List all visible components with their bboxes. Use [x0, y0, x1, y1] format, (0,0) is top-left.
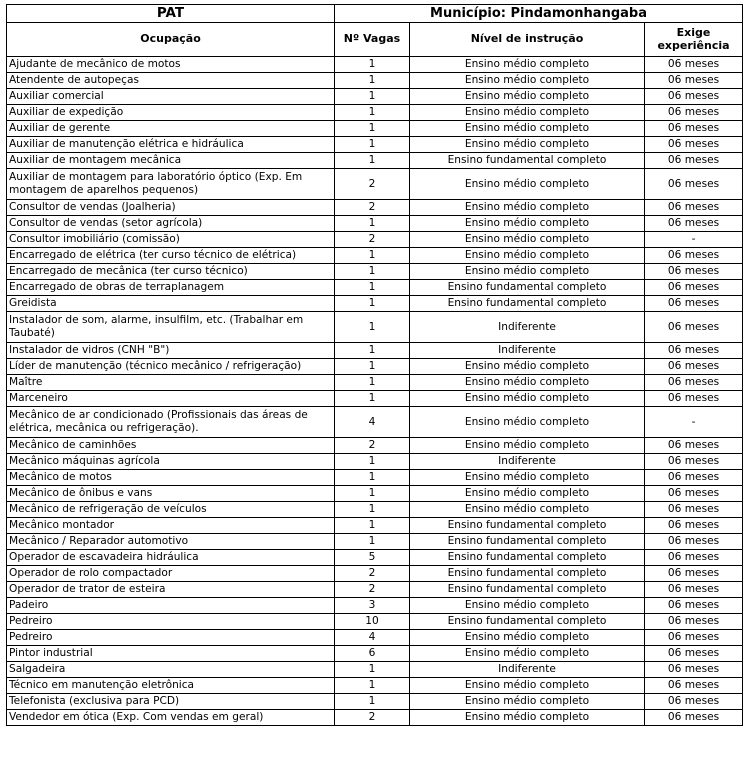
cell-vagas: 1 [335, 486, 410, 502]
cell-nivel: Ensino médio completo [410, 216, 645, 232]
table-row [7, 407, 743, 438]
cell-vagas: 1 [335, 264, 410, 280]
header-ocupacao: Ocupação [7, 23, 335, 57]
cell-experiencia: 06 meses [645, 216, 743, 232]
cell-ocupacao: Auxiliar de expedição [7, 105, 335, 121]
cell-ocupacao: Encarregado de elétrica (ter curso técnico de elétrica) [7, 248, 335, 264]
cell-vagas: 6 [335, 646, 410, 662]
table-row [7, 216, 743, 232]
cell-ocupacao: Auxiliar de gerente [7, 121, 335, 137]
cell-vagas: 10 [335, 614, 410, 630]
table-row [7, 169, 743, 200]
cell-nivel: Ensino médio completo [410, 598, 645, 614]
cell-vagas: 1 [335, 248, 410, 264]
cell-vagas: 1 [335, 454, 410, 470]
municipio-title: Município: Pindamonhangaba [335, 5, 743, 23]
cell-vagas: 1 [335, 89, 410, 105]
cell-vagas: 1 [335, 73, 410, 89]
cell-experiencia: 06 meses [645, 470, 743, 486]
cell-nivel: Ensino médio completo [410, 264, 645, 280]
cell-ocupacao: Instalador de som, alarme, insulfilm, etc. (Trabalhar em Taubaté) [7, 312, 335, 343]
vacancies-table [6, 4, 743, 726]
table-row [7, 200, 743, 216]
cell-experiencia: - [645, 232, 743, 248]
cell-ocupacao: Encarregado de obras de terraplanagem [7, 280, 335, 296]
table-row [7, 662, 743, 678]
cell-ocupacao: Auxiliar de manutenção elétrica e hidráulica [7, 137, 335, 153]
cell-nivel: Ensino fundamental completo [410, 280, 645, 296]
cell-vagas: 1 [335, 216, 410, 232]
table-row [7, 566, 743, 582]
cell-nivel: Ensino fundamental completo [410, 518, 645, 534]
cell-experiencia: 06 meses [645, 105, 743, 121]
table-row [7, 646, 743, 662]
cell-experiencia: 06 meses [645, 678, 743, 694]
table-row [7, 598, 743, 614]
table-row [7, 121, 743, 137]
cell-vagas: 1 [335, 343, 410, 359]
header-vagas: Nº Vagas [335, 23, 410, 57]
cell-experiencia: 06 meses [645, 598, 743, 614]
cell-vagas: 3 [335, 598, 410, 614]
table-row [7, 438, 743, 454]
cell-ocupacao: Telefonista (exclusiva para PCD) [7, 694, 335, 710]
table-row [7, 264, 743, 280]
cell-experiencia: 06 meses [645, 694, 743, 710]
cell-ocupacao: Operador de rolo compactador [7, 566, 335, 582]
cell-experiencia: - [645, 407, 743, 438]
cell-experiencia: 06 meses [645, 312, 743, 343]
table-row [7, 678, 743, 694]
table-row [7, 375, 743, 391]
cell-experiencia: 06 meses [645, 614, 743, 630]
cell-nivel: Ensino fundamental completo [410, 153, 645, 169]
cell-ocupacao: Marceneiro [7, 391, 335, 407]
cell-ocupacao: Atendente de autopeças [7, 73, 335, 89]
table-row [7, 518, 743, 534]
cell-experiencia: 06 meses [645, 137, 743, 153]
cell-experiencia: 06 meses [645, 566, 743, 582]
cell-vagas: 2 [335, 169, 410, 200]
cell-ocupacao: Mecânico de refrigeração de veículos [7, 502, 335, 518]
cell-nivel: Ensino fundamental completo [410, 582, 645, 598]
cell-experiencia: 06 meses [645, 662, 743, 678]
cell-ocupacao: Mecânico montador [7, 518, 335, 534]
cell-vagas: 4 [335, 630, 410, 646]
table-row [7, 486, 743, 502]
cell-vagas: 1 [335, 518, 410, 534]
table-row [7, 614, 743, 630]
cell-experiencia: 06 meses [645, 296, 743, 312]
cell-experiencia: 06 meses [645, 710, 743, 726]
cell-experiencia: 06 meses [645, 200, 743, 216]
table-row [7, 391, 743, 407]
cell-ocupacao: Vendedor em ótica (Exp. Com vendas em geral) [7, 710, 335, 726]
table-row [7, 312, 743, 343]
table-body [7, 57, 743, 726]
table-row [7, 694, 743, 710]
cell-vagas: 1 [335, 121, 410, 137]
cell-vagas: 1 [335, 502, 410, 518]
table-row [7, 502, 743, 518]
cell-nivel: Ensino médio completo [410, 486, 645, 502]
cell-ocupacao: Pedreiro [7, 630, 335, 646]
cell-vagas: 2 [335, 232, 410, 248]
cell-nivel: Ensino médio completo [410, 710, 645, 726]
cell-ocupacao: Mecânico de motos [7, 470, 335, 486]
cell-nivel: Ensino médio completo [410, 89, 645, 105]
cell-experiencia: 06 meses [645, 264, 743, 280]
table-row [7, 550, 743, 566]
cell-nivel: Ensino médio completo [410, 137, 645, 153]
table-row [7, 630, 743, 646]
cell-ocupacao: Auxiliar de montagem mecânica [7, 153, 335, 169]
table-row [7, 248, 743, 264]
pat-title: PAT [7, 5, 335, 23]
cell-ocupacao: Operador de trator de esteira [7, 582, 335, 598]
cell-experiencia: 06 meses [645, 502, 743, 518]
cell-vagas: 4 [335, 407, 410, 438]
cell-nivel: Ensino fundamental completo [410, 550, 645, 566]
cell-nivel: Ensino médio completo [410, 232, 645, 248]
table-row [7, 57, 743, 73]
cell-ocupacao: Operador de escavadeira hidráulica [7, 550, 335, 566]
cell-nivel: Indiferente [410, 343, 645, 359]
cell-experiencia: 06 meses [645, 343, 743, 359]
cell-ocupacao: Mecânico de ônibus e vans [7, 486, 335, 502]
cell-ocupacao: Padeiro [7, 598, 335, 614]
table-row [7, 582, 743, 598]
cell-vagas: 1 [335, 534, 410, 550]
cell-vagas: 1 [335, 280, 410, 296]
cell-nivel: Ensino fundamental completo [410, 534, 645, 550]
table-row [7, 359, 743, 375]
cell-vagas: 1 [335, 375, 410, 391]
cell-ocupacao: Pedreiro [7, 614, 335, 630]
cell-nivel: Ensino médio completo [410, 470, 645, 486]
cell-experiencia: 06 meses [645, 630, 743, 646]
cell-nivel: Ensino médio completo [410, 375, 645, 391]
cell-vagas: 1 [335, 662, 410, 678]
cell-nivel: Ensino fundamental completo [410, 296, 645, 312]
cell-experiencia: 06 meses [645, 73, 743, 89]
cell-experiencia: 06 meses [645, 359, 743, 375]
cell-experiencia: 06 meses [645, 486, 743, 502]
cell-vagas: 1 [335, 312, 410, 343]
column-header-row [7, 23, 743, 57]
cell-nivel: Ensino médio completo [410, 169, 645, 200]
cell-ocupacao: Consultor de vendas (setor agrícola) [7, 216, 335, 232]
cell-nivel: Ensino médio completo [410, 630, 645, 646]
table-row [7, 153, 743, 169]
cell-nivel: Ensino médio completo [410, 105, 645, 121]
cell-nivel: Ensino médio completo [410, 678, 645, 694]
cell-experiencia: 06 meses [645, 248, 743, 264]
cell-experiencia: 06 meses [645, 646, 743, 662]
cell-vagas: 2 [335, 582, 410, 598]
cell-experiencia: 06 meses [645, 550, 743, 566]
cell-experiencia: 06 meses [645, 153, 743, 169]
cell-vagas: 1 [335, 137, 410, 153]
table-row [7, 296, 743, 312]
cell-ocupacao: Auxiliar de montagem para laboratório óptico (Exp. Em montagem de aparelhos pequenos) [7, 169, 335, 200]
cell-experiencia: 06 meses [645, 582, 743, 598]
cell-nivel: Ensino médio completo [410, 73, 645, 89]
cell-vagas: 2 [335, 438, 410, 454]
cell-vagas: 1 [335, 359, 410, 375]
cell-nivel: Ensino médio completo [410, 438, 645, 454]
cell-ocupacao: Mecânico / Reparador automotivo [7, 534, 335, 550]
cell-nivel: Ensino médio completo [410, 694, 645, 710]
cell-vagas: 1 [335, 105, 410, 121]
cell-vagas: 1 [335, 694, 410, 710]
cell-experiencia: 06 meses [645, 280, 743, 296]
cell-ocupacao: Maître [7, 375, 335, 391]
cell-ocupacao: Salgadeira [7, 662, 335, 678]
cell-experiencia: 06 meses [645, 534, 743, 550]
cell-experiencia: 06 meses [645, 375, 743, 391]
cell-nivel: Indiferente [410, 662, 645, 678]
cell-ocupacao: Encarregado de mecânica (ter curso técnico) [7, 264, 335, 280]
cell-ocupacao: Ajudante de mecânico de motos [7, 57, 335, 73]
cell-experiencia: 06 meses [645, 391, 743, 407]
table-row [7, 105, 743, 121]
table-row [7, 280, 743, 296]
header-experiencia: Exige experiência [645, 23, 743, 57]
cell-vagas: 2 [335, 710, 410, 726]
cell-vagas: 2 [335, 200, 410, 216]
cell-vagas: 1 [335, 153, 410, 169]
cell-experiencia: 06 meses [645, 121, 743, 137]
cell-ocupacao: Instalador de vidros (CNH "B") [7, 343, 335, 359]
title-row [7, 5, 743, 23]
cell-ocupacao: Pintor industrial [7, 646, 335, 662]
cell-ocupacao: Auxiliar comercial [7, 89, 335, 105]
table-row [7, 137, 743, 153]
table-row [7, 343, 743, 359]
cell-nivel: Ensino médio completo [410, 359, 645, 375]
cell-nivel: Ensino médio completo [410, 646, 645, 662]
cell-ocupacao: Consultor de vendas (Joalheria) [7, 200, 335, 216]
cell-nivel: Ensino fundamental completo [410, 614, 645, 630]
cell-nivel: Indiferente [410, 454, 645, 470]
cell-vagas: 5 [335, 550, 410, 566]
cell-ocupacao: Mecânico máquinas agrícola [7, 454, 335, 470]
cell-ocupacao: Consultor imobiliário (comissão) [7, 232, 335, 248]
cell-vagas: 2 [335, 566, 410, 582]
header-nivel: Nível de instrução [410, 23, 645, 57]
cell-nivel: Ensino médio completo [410, 391, 645, 407]
cell-vagas: 1 [335, 391, 410, 407]
cell-experiencia: 06 meses [645, 438, 743, 454]
cell-ocupacao: Líder de manutenção (técnico mecânico / refrigeração) [7, 359, 335, 375]
table-row [7, 534, 743, 550]
cell-nivel: Ensino médio completo [410, 248, 645, 264]
cell-vagas: 1 [335, 57, 410, 73]
table-row [7, 89, 743, 105]
table-row [7, 470, 743, 486]
cell-experiencia: 06 meses [645, 57, 743, 73]
cell-nivel: Ensino médio completo [410, 407, 645, 438]
cell-experiencia: 06 meses [645, 89, 743, 105]
cell-ocupacao: Mecânico de caminhões [7, 438, 335, 454]
table-row [7, 232, 743, 248]
cell-nivel: Ensino fundamental completo [410, 566, 645, 582]
cell-ocupacao: Técnico em manutenção eletrônica [7, 678, 335, 694]
table-row [7, 710, 743, 726]
cell-nivel: Indiferente [410, 312, 645, 343]
cell-vagas: 1 [335, 678, 410, 694]
cell-vagas: 1 [335, 296, 410, 312]
cell-nivel: Ensino médio completo [410, 200, 645, 216]
cell-nivel: Ensino médio completo [410, 121, 645, 137]
cell-nivel: Ensino médio completo [410, 57, 645, 73]
cell-ocupacao: Greidista [7, 296, 335, 312]
cell-experiencia: 06 meses [645, 169, 743, 200]
cell-vagas: 1 [335, 470, 410, 486]
cell-nivel: Ensino médio completo [410, 502, 645, 518]
cell-ocupacao: Mecânico de ar condicionado (Profissionais das áreas de elétrica, mecânica ou refrigeração). [7, 407, 335, 438]
cell-experiencia: 06 meses [645, 518, 743, 534]
table-row [7, 73, 743, 89]
table-row [7, 454, 743, 470]
cell-experiencia: 06 meses [645, 454, 743, 470]
